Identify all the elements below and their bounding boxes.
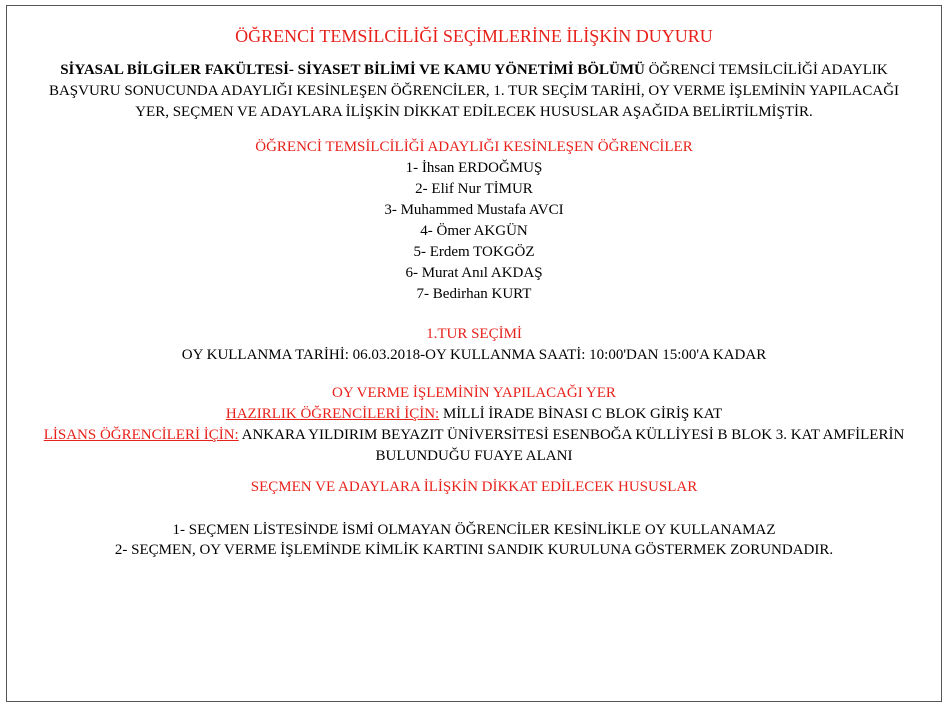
round-details: OY KULLANMA TARİHİ: 06.03.2018-OY KULLANMA SAATİ: 10:00'DAN 15:00'A KADAR [181,347,767,363]
list-item: 3- Muhammed Mustafa AVCI [384,202,564,218]
list-item: 2- Elif Nur TİMUR [415,181,533,197]
list-item: 2- SEÇMEN, OY VERME İŞLEMİNDE KİMLİK KARTINI SANDIK KURULUNA GÖSTERMEK ZORUNDADIR. [114,542,834,558]
page-title: ÖĞRENCİ TEMSİLCİLİĞİ SEÇİMLERİNE İLİŞKİN DUYURU [235,26,713,46]
candidates-heading: ÖĞRENCİ TEMSİLCİLİĞİ ADAYLIĞI KESİNLEŞEN ÖĞRENCİLER [255,139,693,155]
list-item: 1- İhsan ERDOĞMUŞ [405,160,543,176]
announcement-content [7,6,941,560]
list-item: 7- Bedirhan KURT [416,286,532,302]
list-item: 5- Erdem TOKGÖZ [413,244,535,260]
undergrad-value: ANKARA YILDIRIM BEYAZIT ÜNİVERSİTESİ ESENBOĞA KÜLLİYESİ B BLOK 3. KAT AMFİLERİN BULUNDUĞU FUAYE ALANI [238,427,905,464]
intro-bold-text: SİYASAL BİLGİLER FAKÜLTESİ- SİYASET BİLİMİ VE KAMU YÖNETİMİ BÖLÜMÜ [60,62,645,78]
intro-text: ÖĞRENCİ TEMSİLCİLİĞİ ADAYLIK BAŞVURU SONUCUNDA ADAYLIĞI KESİNLEŞEN ÖĞRENCİLER, 1. TUR SEÇİM TARİHİ, OY VERME İŞLEMİNİN YAPILACAĞI YER, SEÇMEN VE ADAYLARA İLİŞKİN DİKKAT EDİLECEK HUSUSLAR AŞAĞIDA BELİRTİLMİŞTİR. [48,62,900,120]
round-heading: 1.TUR SEÇİMİ [426,326,522,342]
undergrad-location [37,425,911,467]
location-heading: OY VERME İŞLEMİNİN YAPILACAĞI YER [332,385,616,401]
list-item: 1- SEÇMEN LİSTESİNDE İSMİ OLMAYAN ÖĞRENCİLER KESİNLİKLE OY KULLANAMAZ [172,522,776,538]
prep-label: HAZIRLIK ÖĞRENCİLERİ İÇİN: [225,406,440,422]
candidates-list [7,158,941,305]
list-item: 4- Ömer AKGÜN [420,223,528,239]
notes-heading: SEÇMEN VE ADAYLARA İLİŞKİN DİKKAT EDİLECEK HUSUSLAR [250,479,698,495]
undergrad-label: LİSANS ÖĞRENCİLERİ İÇİN: [43,427,239,443]
prep-location [37,404,911,425]
list-item: 6- Murat Anıl AKDAŞ [405,265,543,281]
prep-value: MİLLİ İRADE BİNASI C BLOK GİRİŞ KAT [439,406,723,422]
intro-paragraph [37,60,911,123]
notes-list [7,520,941,560]
announcement-frame [6,5,942,702]
